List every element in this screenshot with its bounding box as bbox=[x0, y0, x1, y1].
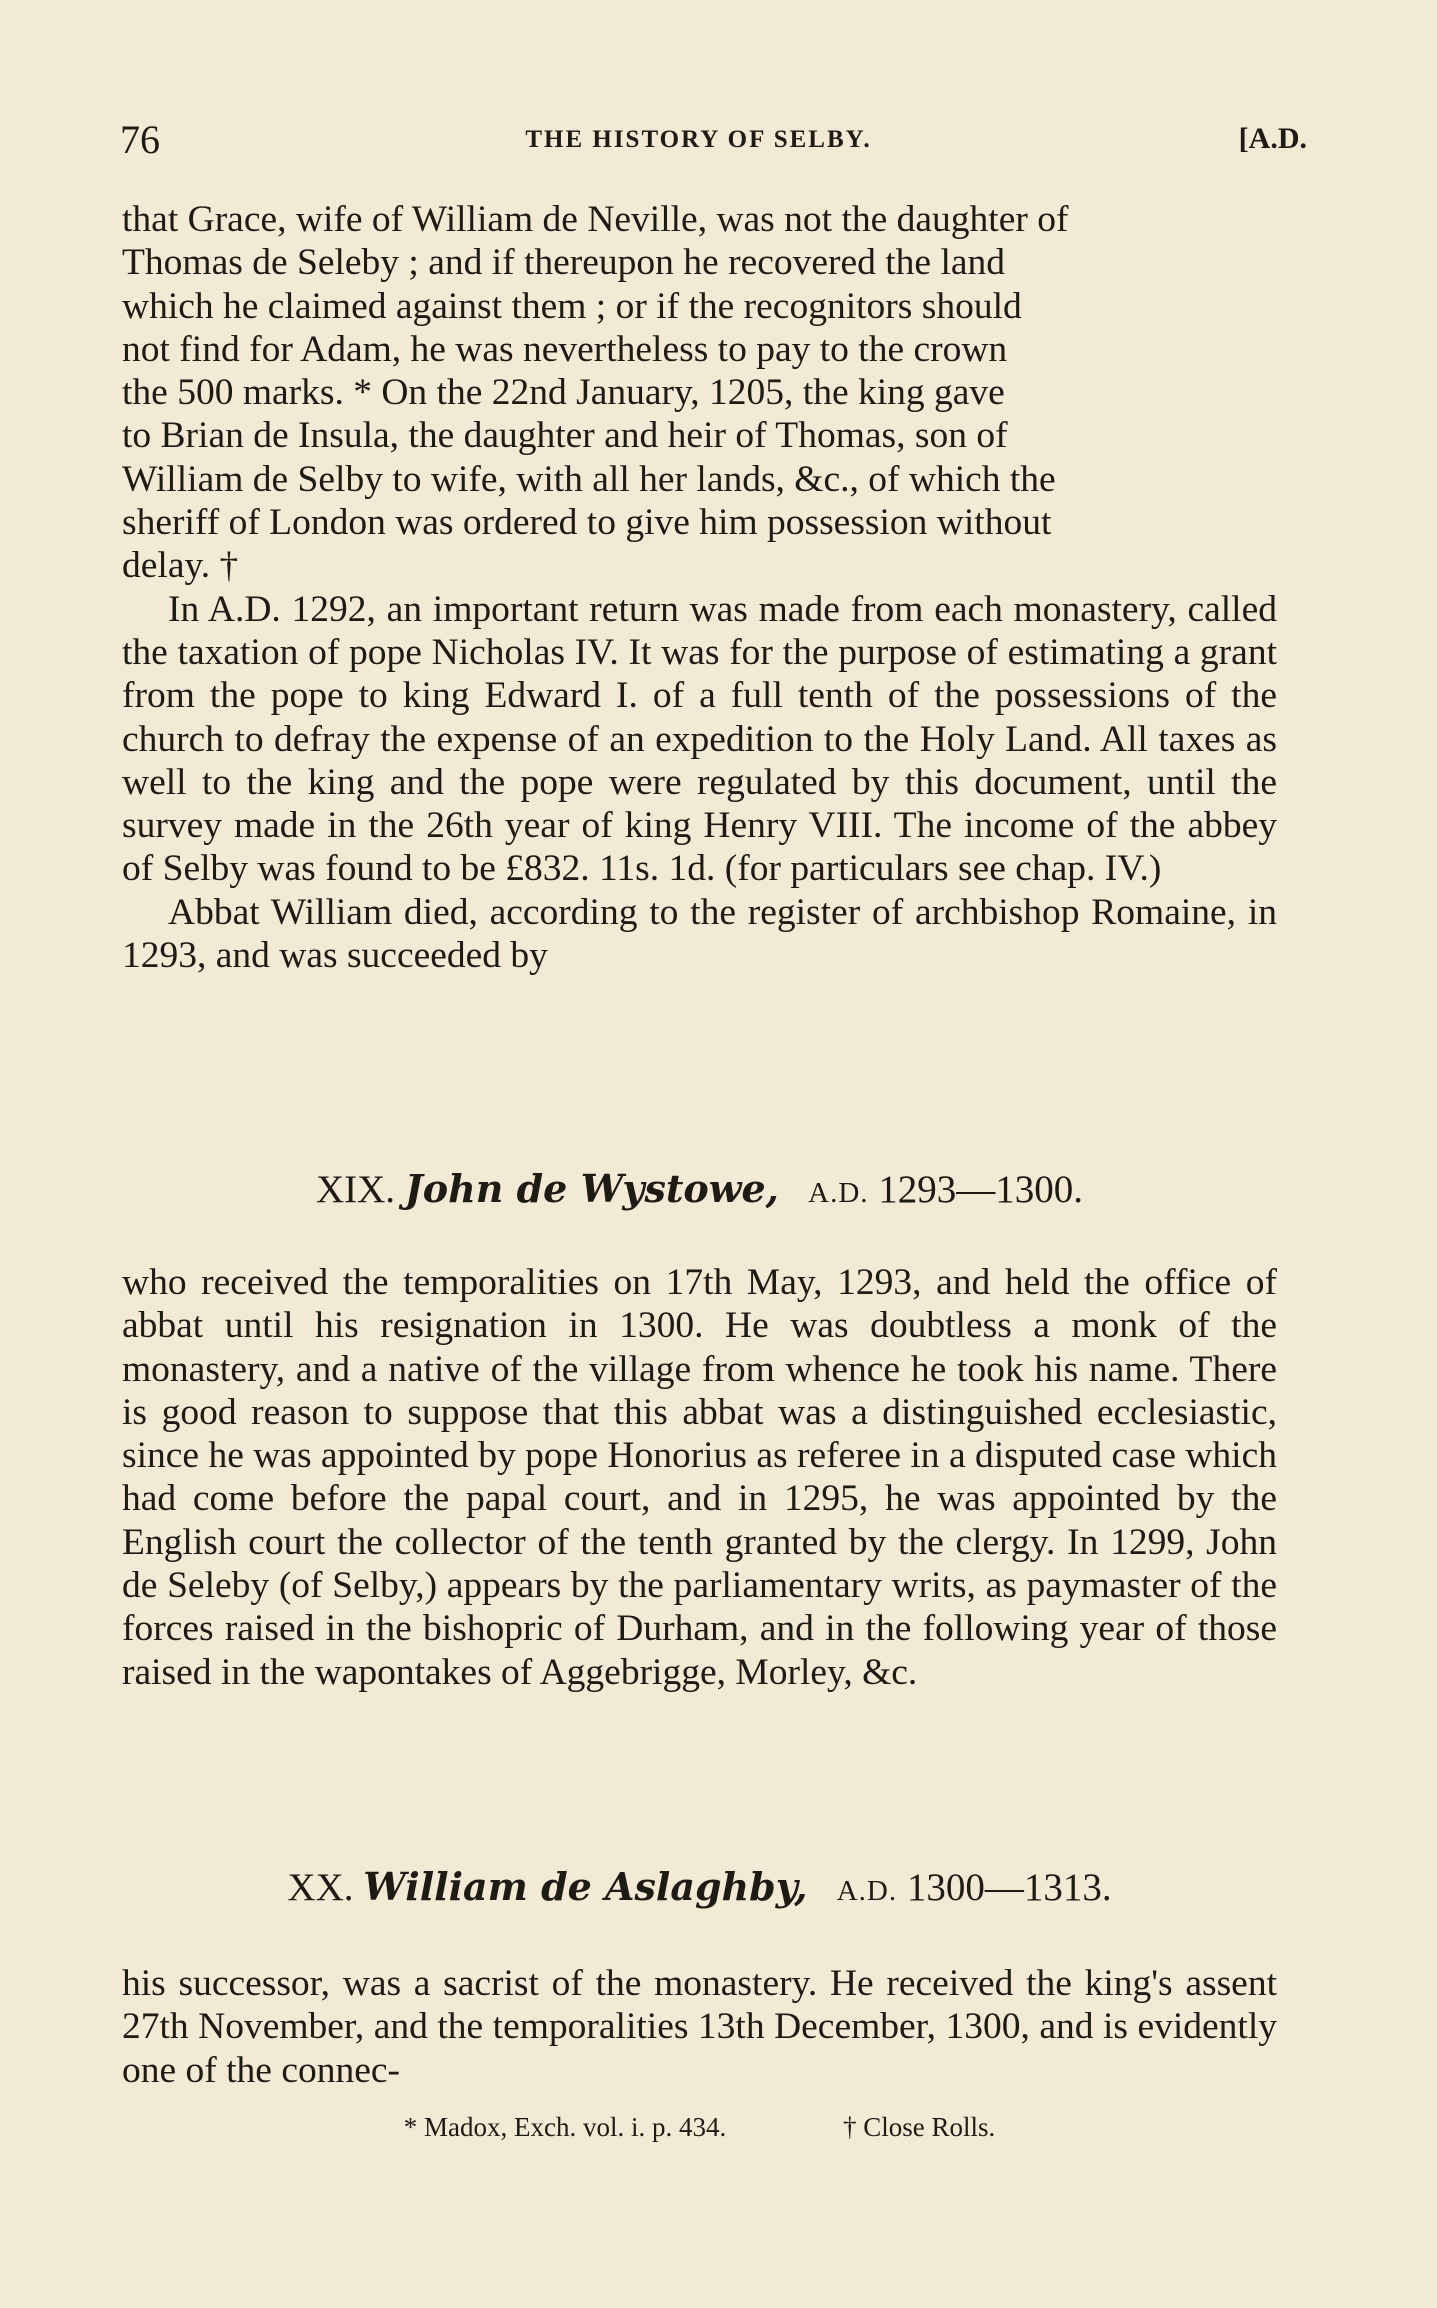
paragraph-john-de-wystowe: who received the temporalities on 17th May, 1293, and held the office of abbat until his resignation in 1300. He was doubtless a monk of the monastery, and a native of the village from whence he took his name. There is good reason to suppose that this abbat was a distinguished ecclesiastic, since he was appointed by pope Honorius as referee in a disputed case which had come before the papal court, and in 1295, he was appointed by the English court the collector of the tenth granted by the clergy. In 1299, John de Seleby (of Selby,) appears by the parliamentary writs, as paymaster of the forces raised in the bishopric of Durham, and in the following year of those raised in the wapontakes of Aggebrigge, Morley, &c. bbox=[122, 1262, 1277, 1693]
text-line: sheriff of London was ordered to give him possession without bbox=[122, 502, 1052, 544]
paragraph-abbat-william: Abbat William died, according to the register of archbishop Romaine, in 1293, and was succeeded by bbox=[122, 891, 1277, 977]
paragraph-taxation: In A.D. 1292, an important return was made from each monastery, called the taxation of pope Nicholas IV. It was for the purpose of estimating a grant from the pope to king Edward I. of a full tenth of the possessions of the church to defray the expense of an expedition to the Holy Land. All taxes as well to the king and the pope were regulated by this document, until the survey made in the 26th year of king Henry VIII. The income of the abbey of Selby was found to be £832. 11s. 1d. (for particulars see chap. IV.) bbox=[122, 588, 1277, 890]
text-line: not find for Adam, he was nevertheless to pay to the crown bbox=[122, 328, 1008, 370]
text-line: the 500 marks. * On the 22nd January, 1205, the king gave bbox=[122, 372, 1005, 414]
text-line: William de Selby to wife, with all her lands, &c., of which the bbox=[122, 458, 1056, 500]
paragraph-block-xix bbox=[122, 1261, 1277, 1694]
paragraph-block-xx bbox=[122, 1962, 1277, 2092]
heading-numeral: XX. bbox=[287, 1866, 354, 1909]
heading-date-prefix: A.D. bbox=[836, 1875, 898, 1907]
heading-name: John de Wystowe, bbox=[404, 1166, 779, 1211]
footnotes bbox=[122, 2112, 1277, 2143]
paragraph-william-de-aslaghby: his successor, was a sacrist of the monastery. He received the king's assent 27th November, and the temporalities 13th December, 1300, and is evidently one of the connec- bbox=[122, 1963, 1277, 2091]
text-line: which he claimed against them ; or if the recognitors should bbox=[122, 285, 1022, 327]
footnote-madox: * Madox, Exch. vol. i. p. 434. bbox=[403, 2112, 727, 2142]
section-heading-xx bbox=[122, 1864, 1277, 1910]
heading-name: William de Aslaghby, bbox=[363, 1864, 808, 1909]
page-number: 76 bbox=[120, 117, 160, 162]
running-title: THE HISTORY OF SELBY. bbox=[525, 126, 872, 153]
heading-years: 1300—1313. bbox=[906, 1866, 1112, 1909]
running-date: [A.D. bbox=[1238, 122, 1307, 155]
heading-years: 1293—1300. bbox=[878, 1168, 1084, 1211]
text-line: delay. † bbox=[122, 545, 239, 587]
running-head bbox=[120, 116, 1307, 166]
text-line: Thomas de Seleby ; and if thereupon he recovered the land bbox=[122, 242, 1006, 284]
section-heading-xix bbox=[122, 1166, 1277, 1212]
heading-numeral: XIX. bbox=[315, 1168, 396, 1211]
heading-date-prefix: A.D. bbox=[808, 1177, 869, 1209]
footnote-close-rolls: † Close Rolls. bbox=[842, 2112, 996, 2142]
text-line: to Brian de Insula, the daughter and heir of Thomas, son of bbox=[122, 415, 1008, 457]
text-line: that Grace, wife of William de Neville, was not the daughter of bbox=[122, 199, 1069, 240]
paragraph-continuation bbox=[122, 198, 1277, 977]
